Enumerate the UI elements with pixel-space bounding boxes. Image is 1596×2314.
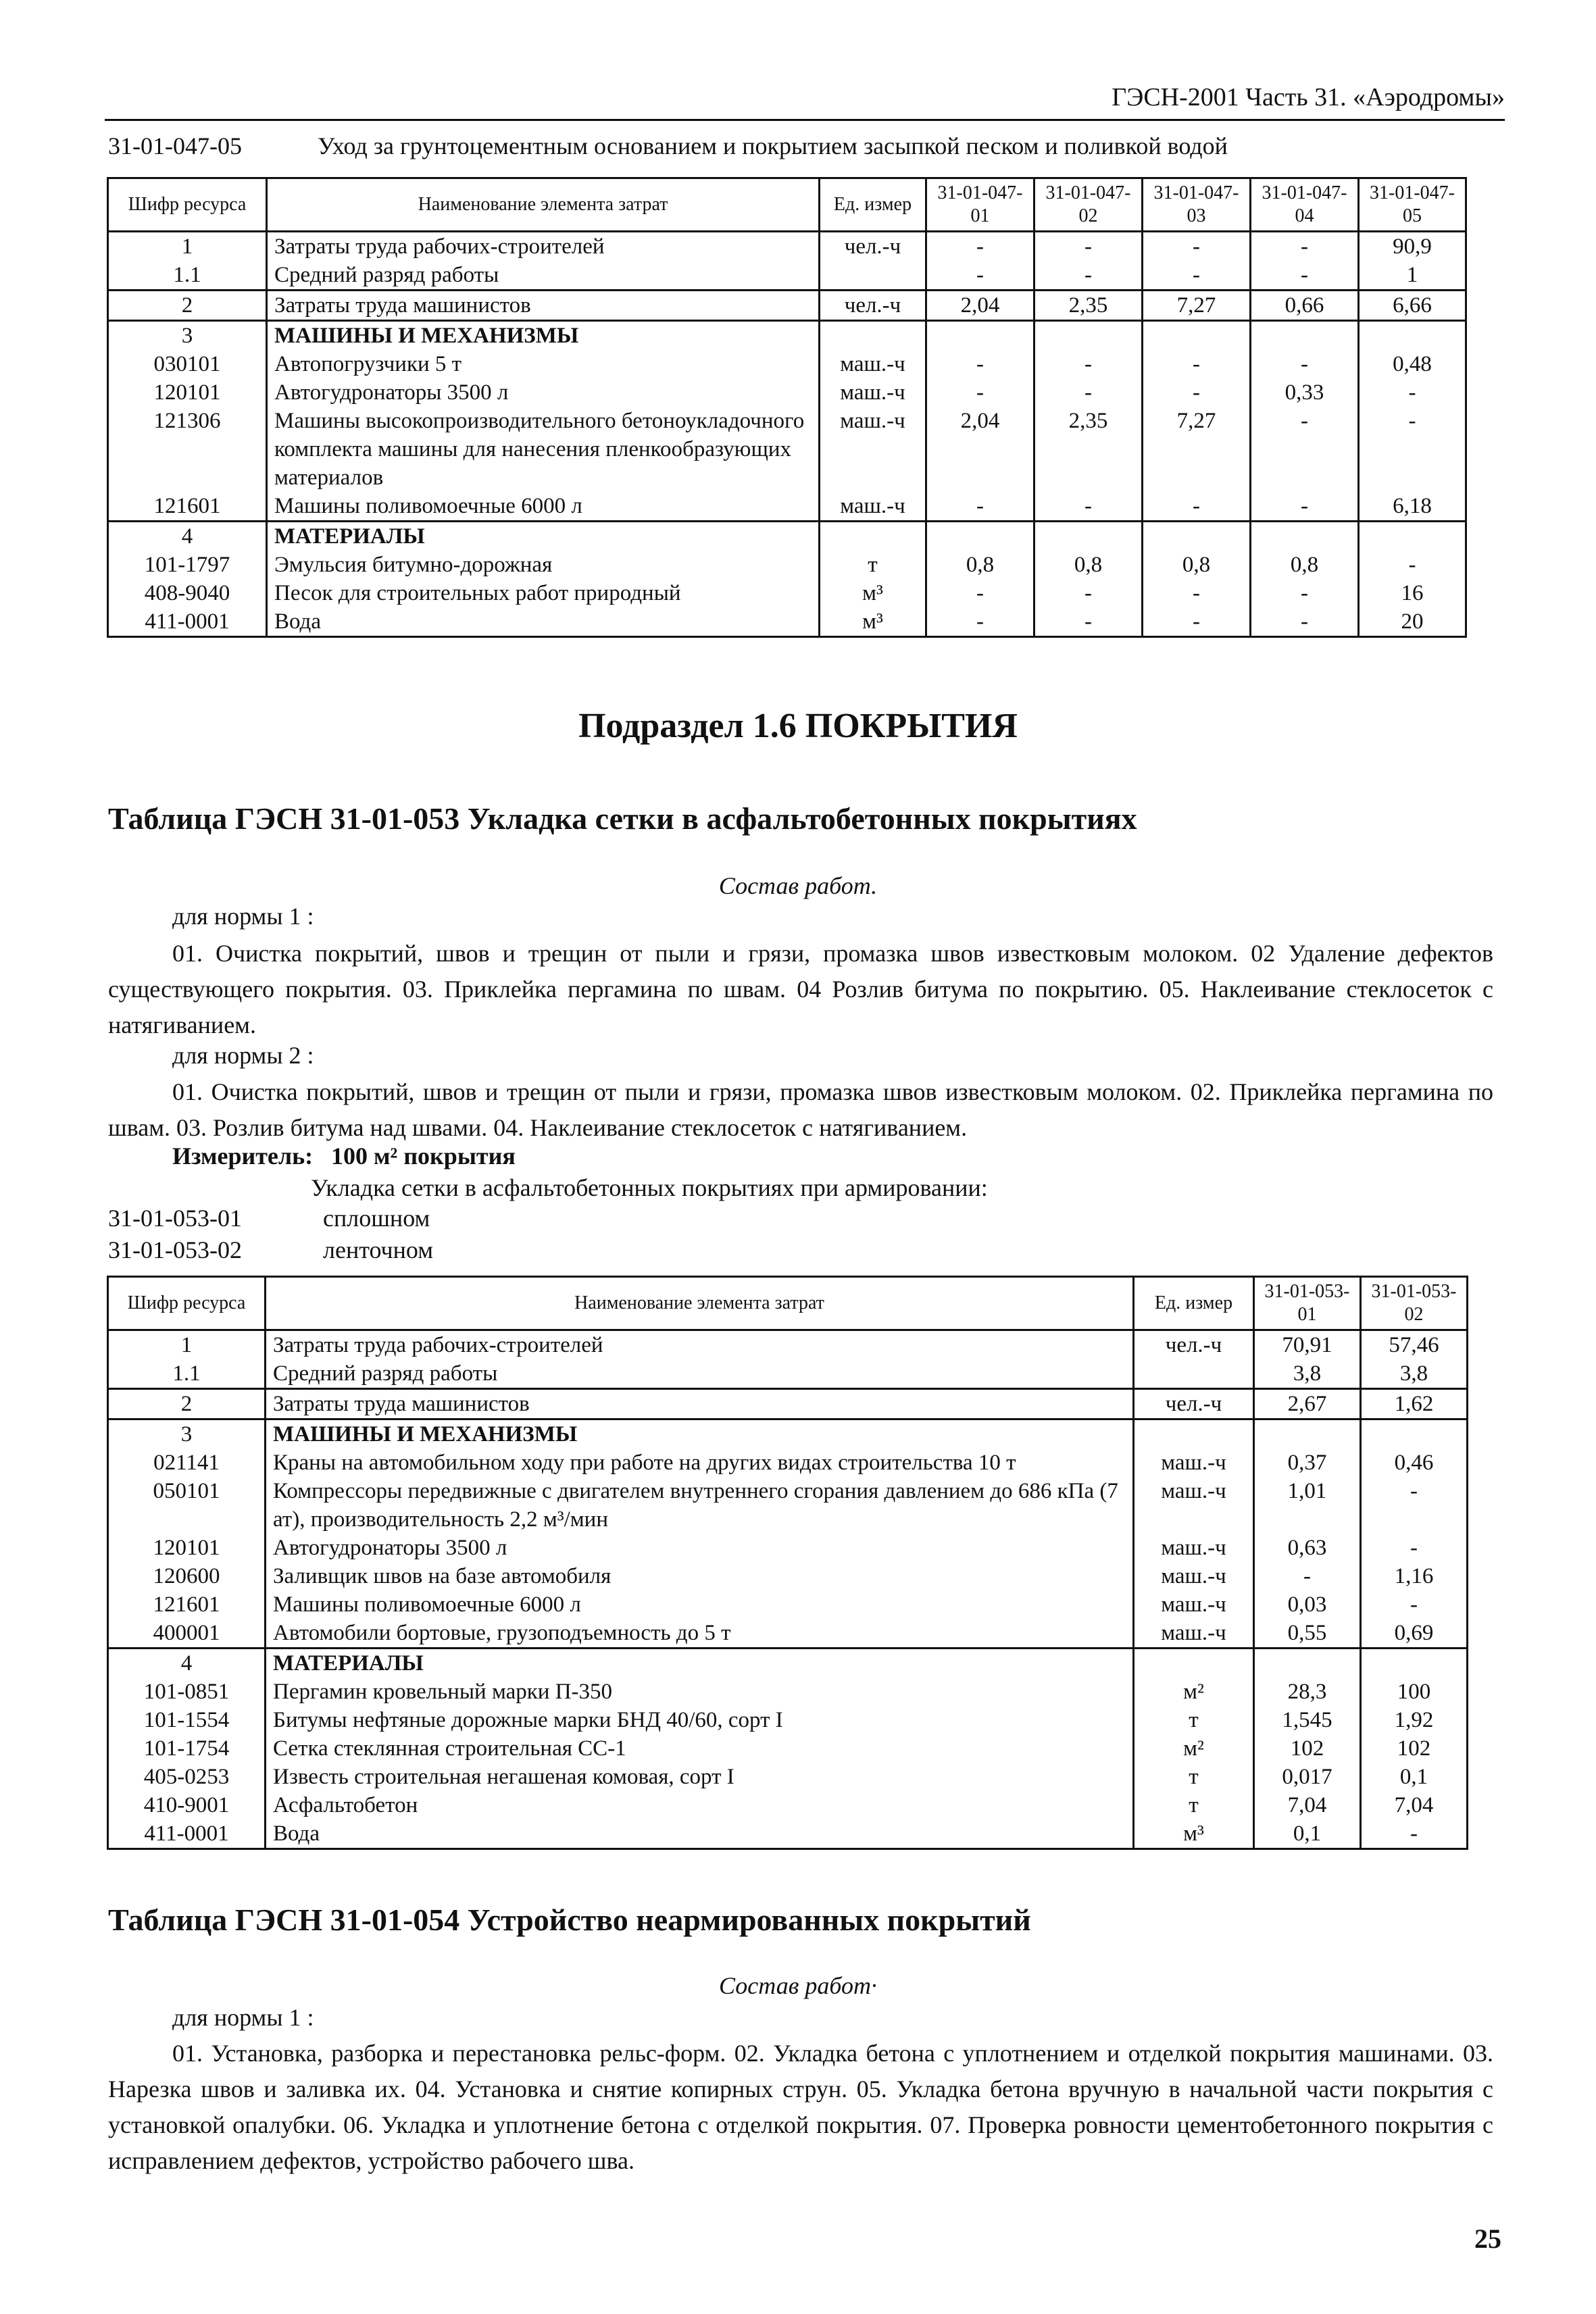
cell-value: - [1034,378,1143,407]
table-row [108,1419,1468,1449]
col-header: Наименование элемента затрат [266,1277,1134,1330]
cell-name: Битумы нефтяные дорожные марки БНД 40/60, сорт I [266,1706,1134,1734]
cell-unit: т [1134,1763,1254,1791]
cell-value: 1,62 [1361,1389,1468,1419]
table-row [108,1330,1468,1360]
cell-value: - [1143,350,1251,378]
cell-value: - [1034,232,1143,261]
cell-name: Автогудронаторы 3500 л [267,378,820,407]
cell-value: 16 [1359,579,1466,607]
col-header: 31-01-047-04 [1251,178,1359,232]
cell-unit: т [1134,1791,1254,1819]
cell-unit: т [820,551,926,579]
cell-unit: м³ [820,607,926,637]
cell-name: Затраты труда рабочих-строителей [266,1330,1134,1360]
norm2-text: 01. Очистка покрытий, швов и трещин от пыли и грязи, промазка швов известковым молоком. 02. Приклейка пергамина по швам. 03. Розлив битума над швами. 04. Наклеивание стеклосеток с натягиванием. [108,1078,1493,1141]
cell-unit [1134,1649,1254,1678]
cell-unit: чел.-ч [1134,1389,1254,1419]
cell-unit: м³ [820,579,926,607]
cell-value [1251,321,1359,351]
table-row [108,579,1466,607]
cell-value [1143,321,1251,351]
meter-value: 100 м² покрытия [331,1142,516,1169]
table-row [108,1763,1468,1791]
cell-value: 2,35 [1034,407,1143,492]
cell-value: - [1251,350,1359,378]
cell-unit: маш.-ч [1134,1619,1254,1649]
cell-value: 100 [1361,1678,1468,1706]
cell-name: Вода [266,1819,1134,1849]
cell-value: - [1361,1819,1468,1849]
cell-value: - [1251,607,1359,637]
cell-value: - [1034,350,1143,378]
cell-code: 400001 [108,1619,266,1649]
cell-value: - [1034,492,1143,522]
cell-value: 7,04 [1254,1791,1361,1819]
cell-value [1254,1649,1361,1678]
cell-code: 121601 [108,492,267,522]
cell-name: Песок для строительных работ природный [267,579,820,607]
cell-unit: маш.-ч [1134,1590,1254,1619]
cell-unit: чел.-ч [820,232,926,261]
cell-unit: м² [1134,1678,1254,1706]
cell-value: - [1143,492,1251,522]
cell-name: Машины высокопроизводительного бетоноукладочного комплекта машины для нанесения пленкообразующих материалов [267,407,820,492]
cell-name: Сетка стеклянная строительная СС-1 [266,1734,1134,1763]
cell-value: 2,04 [926,291,1034,321]
cell-name: Асфальтобетон [266,1791,1134,1819]
col-header: Шифр ресурса [108,178,267,232]
table-row [108,1359,1468,1389]
cell-value: 102 [1254,1734,1361,1763]
cell-value: 1,16 [1361,1562,1468,1590]
cell-value: - [926,261,1034,291]
cell-code: 121601 [108,1590,266,1619]
table-row [108,407,1466,492]
cell-value: 0,1 [1361,1763,1468,1791]
table-row [108,378,1466,407]
cell-value: 28,3 [1254,1678,1361,1706]
table-row [108,1449,1468,1477]
cell-value: 0,46 [1361,1449,1468,1477]
cell-name: Краны на автомобильном ходу при работе на других видах строительства 10 т [266,1449,1134,1477]
table-row [108,1706,1468,1734]
table-header-row [108,1277,1468,1330]
norm1-label: для нормы 1 : [172,903,314,930]
table-row [108,1590,1468,1619]
cell-value: 0,37 [1254,1449,1361,1477]
table-row [108,350,1466,378]
table-row [108,1678,1468,1706]
col-header: 31-01-047-02 [1034,178,1143,232]
cell-value: 6,18 [1359,492,1466,522]
cell-unit: чел.-ч [1134,1330,1254,1360]
meter-label: Измеритель: [172,1142,314,1169]
cell-value: - [926,579,1034,607]
cell-code: 120101 [108,1534,266,1562]
table-053-title: Таблица ГЭСН 31-01-053 Укладка сетки в асфальтобетонных покрытиях [108,801,1137,836]
page-number: 25 [1474,2223,1501,2254]
cell-unit [820,321,926,351]
cell-name: Заливщик швов на базе автомобиля [266,1562,1134,1590]
cell-value: - [1143,232,1251,261]
cell-code: 101-0851 [108,1678,266,1706]
cell-value [1143,522,1251,551]
cell-value: - [1251,261,1359,291]
table-row [108,1389,1468,1419]
composition-heading: Состав работ. [718,872,878,899]
cell-unit: чел.-ч [820,291,926,321]
cell-code: 4 [108,1649,266,1678]
cell-value: - [1143,579,1251,607]
cell-code: 411-0001 [108,607,267,637]
col-header: 31-01-053-01 [1254,1277,1361,1330]
cell-value: - [1359,551,1466,579]
cell-value [926,522,1034,551]
cell-value: - [1361,1477,1468,1534]
col-header: Шифр ресурса [108,1277,266,1330]
cell-unit: маш.-ч [1134,1562,1254,1590]
cell-name: Средний разряд работы [266,1359,1134,1389]
section-code: 31-01-047-05 [108,132,242,159]
norm1-text: 01. Очистка покрытий, швов и трещин от пыли и грязи, промазка швов известковым молоком. 02 Удаление дефектов существующего покрытия. 03. Приклейка пергамина по швам. 04 Розлив битума по покрытию. 05. Наклеивание стеклосеток с натягиванием. [108,940,1493,1038]
norm2-label: для нормы 2 : [172,1042,314,1069]
cell-name: Вода [267,607,820,637]
cell-value: 90,9 [1359,232,1466,261]
subsection-title: Подраздел 1.6 ПОКРЫТИЯ [578,707,1018,745]
cell-name: Автопогрузчики 5 т [267,350,820,378]
table-row [108,1734,1468,1763]
table-row [108,232,1466,261]
cell-value: 0,33 [1251,378,1359,407]
cell-value [1254,1419,1361,1449]
table-row [108,522,1466,551]
cell-name: Машины поливомоечные 6000 л [267,492,820,522]
cell-code: 120600 [108,1562,266,1590]
variants-intro: Укладка сетки в асфальтобетонных покрытиях при армировании: [311,1174,988,1201]
cell-value: - [1034,579,1143,607]
cell-code: 3 [108,321,267,351]
cell-code: 1.1 [108,261,267,291]
cell-name: МАТЕРИАЛЫ [267,522,820,551]
cell-unit: маш.-ч [820,492,926,522]
cell-code: 4 [108,522,267,551]
cell-unit: м³ [1134,1819,1254,1849]
cell-value: - [1254,1562,1361,1590]
cell-value [1361,1419,1468,1449]
cell-value: 0,8 [926,551,1034,579]
cell-unit [1134,1419,1254,1449]
cell-value: 0,66 [1251,291,1359,321]
table-row [108,1477,1468,1534]
cell-value: 3,8 [1254,1359,1361,1389]
col-header: 31-01-053-02 [1361,1277,1468,1330]
variant-name: ленточном [323,1236,434,1263]
table-row [108,291,1466,321]
cell-value: - [1359,407,1466,492]
norm1-text: 01. Установка, разборка и перестановка рельс-форм. 02. Укладка бетона с уплотнением и отделкой покрытия машинами. 03. Нарезка швов и заливка их. 04. Установка и снятие копирных струн. 05. Укладка бетона вручную в начальной части покрытия с установкой опалубки. 06. Укладка и уплотнение бетона с отделкой покрытия. 07. Проверка ровности цементобетонного покрытия с исправлением дефектов, устройство рабочего шва. [108,2040,1493,2174]
cell-value: 7,04 [1361,1791,1468,1819]
cell-value: 3,8 [1361,1359,1468,1389]
cell-unit: маш.-ч [820,407,926,492]
cell-value: 7,27 [1143,407,1251,492]
cell-unit: маш.-ч [1134,1534,1254,1562]
cell-value [926,321,1034,351]
cell-value [1359,522,1466,551]
cell-name: Пергамин кровельный марки П-350 [266,1678,1134,1706]
cell-name: Известь строительная негашеная комовая, сорт I [266,1763,1134,1791]
cell-value [1361,1649,1468,1678]
col-header: 31-01-047-03 [1143,178,1251,232]
cell-code: 1.1 [108,1359,266,1389]
norm-table-053 [107,1276,1468,1850]
cell-name: МАШИНЫ И МЕХАНИЗМЫ [267,321,820,351]
col-header: 31-01-047-01 [926,178,1034,232]
cell-name: Затраты труда рабочих-строителей [267,232,820,261]
cell-value: - [1251,232,1359,261]
cell-name: Средний разряд работы [267,261,820,291]
cell-value [1251,522,1359,551]
cell-value: 0,63 [1254,1534,1361,1562]
cell-value: - [1251,579,1359,607]
cell-value: 1 [1359,261,1466,291]
cell-unit [820,261,926,291]
cell-value: - [1251,407,1359,492]
cell-code: 408-9040 [108,579,267,607]
cell-name: Автогудронаторы 3500 л [266,1534,1134,1562]
cell-name: МАШИНЫ И МЕХАНИЗМЫ [266,1419,1134,1449]
cell-value: - [926,350,1034,378]
cell-value: - [926,232,1034,261]
table-row [108,1791,1468,1819]
cell-value: 2,67 [1254,1389,1361,1419]
cell-code: 410-9001 [108,1791,266,1819]
cell-code: 101-1754 [108,1734,266,1763]
cell-value: - [926,607,1034,637]
cell-value: 1,92 [1361,1706,1468,1734]
cell-value: 6,66 [1359,291,1466,321]
col-header: Ед. измер [820,178,926,232]
cell-name: Автомобили бортовые, грузоподъемность до 5 т [266,1619,1134,1649]
cell-value [1359,321,1466,351]
cell-code: 405-0253 [108,1763,266,1791]
variant-name: сплошном [323,1205,430,1232]
header-rule [105,119,1505,121]
cell-value: 2,35 [1034,291,1143,321]
cell-unit: м² [1134,1734,1254,1763]
cell-code: 2 [108,291,267,321]
cell-value [1034,321,1143,351]
cell-value: 70,91 [1254,1330,1361,1360]
cell-code: 101-1554 [108,1706,266,1734]
norm1-label: для нормы 1 : [172,2004,314,2031]
cell-value: 7,27 [1143,291,1251,321]
cell-value: - [1034,261,1143,291]
cell-value: 2,04 [926,407,1034,492]
norm-table-047 [107,177,1467,638]
cell-value: 102 [1361,1734,1468,1763]
cell-code: 1 [108,232,267,261]
cell-code: 120101 [108,378,267,407]
table-row [108,1649,1468,1678]
cell-value: - [1361,1534,1468,1562]
cell-unit: маш.-ч [1134,1449,1254,1477]
cell-name: Затраты труда машинистов [266,1389,1134,1419]
cell-value: - [1143,378,1251,407]
cell-unit [820,522,926,551]
cell-value: 0,55 [1254,1619,1361,1649]
cell-name: МАТЕРИАЛЫ [266,1649,1134,1678]
table-row [108,1819,1468,1849]
cell-unit: т [1134,1706,1254,1734]
cell-name: Эмульсия битумно-дорожная [267,551,820,579]
composition-heading: Состав работ· [719,1972,877,1999]
cell-value [1034,522,1143,551]
table-row [108,261,1466,291]
cell-value: - [926,492,1034,522]
col-header: Ед. измер [1134,1277,1254,1330]
cell-unit: маш.-ч [820,378,926,407]
table-row [108,551,1466,579]
table-row [108,321,1466,351]
cell-name: Затраты труда машинистов [267,291,820,321]
cell-unit: маш.-ч [1134,1477,1254,1534]
cell-value: 0,48 [1359,350,1466,378]
section-title: Уход за грунтоцементным основанием и покрытием засыпкой песком и поливкой водой [318,132,1228,159]
cell-code: 121306 [108,407,267,492]
table-row [108,1619,1468,1649]
table-row [108,492,1466,522]
cell-value: 0,017 [1254,1763,1361,1791]
cell-code: 050101 [108,1477,266,1534]
table-row [108,1534,1468,1562]
table-header-row [108,178,1466,232]
cell-value: 20 [1359,607,1466,637]
cell-value: - [1361,1590,1468,1619]
cell-value: 1,545 [1254,1706,1361,1734]
cell-unit [1134,1359,1254,1389]
cell-code: 1 [108,1330,266,1360]
cell-value: 0,8 [1251,551,1359,579]
cell-value: 57,46 [1361,1330,1468,1360]
cell-name: Компрессоры передвижные с двигателем внутреннего сгорания давлением до 686 кПа (7 ат), производительность 2,2 м³/мин [266,1477,1134,1534]
cell-code: 2 [108,1389,266,1419]
cell-value: 0,1 [1254,1819,1361,1849]
cell-value: 0,69 [1361,1619,1468,1649]
cell-value: 0,03 [1254,1590,1361,1619]
col-header: 31-01-047-05 [1359,178,1466,232]
table-row [108,607,1466,637]
cell-code: 021141 [108,1449,266,1477]
table-054-title: Таблица ГЭСН 31-01-054 Устройство неармированных покрытий [108,1903,1031,1937]
cell-code: 411-0001 [108,1819,266,1849]
cell-code: 030101 [108,350,267,378]
cell-value: - [1359,378,1466,407]
cell-name: Машины поливомоечные 6000 л [266,1590,1134,1619]
cell-value: - [926,378,1034,407]
cell-value: 0,8 [1143,551,1251,579]
cell-value: - [1034,607,1143,637]
cell-value: - [1251,492,1359,522]
cell-value: 1,01 [1254,1477,1361,1534]
table-row [108,1562,1468,1590]
cell-unit: маш.-ч [820,350,926,378]
variant-code: 31-01-053-01 [108,1205,242,1232]
cell-code: 3 [108,1419,266,1449]
running-header: ГЭСН-2001 Часть 31. «Аэродромы» [1112,83,1505,111]
variant-code: 31-01-053-02 [108,1236,242,1263]
cell-value: - [1143,607,1251,637]
col-header: Наименование элемента затрат [267,178,820,232]
cell-value: - [1143,261,1251,291]
cell-value: 0,8 [1034,551,1143,579]
cell-code: 101-1797 [108,551,267,579]
